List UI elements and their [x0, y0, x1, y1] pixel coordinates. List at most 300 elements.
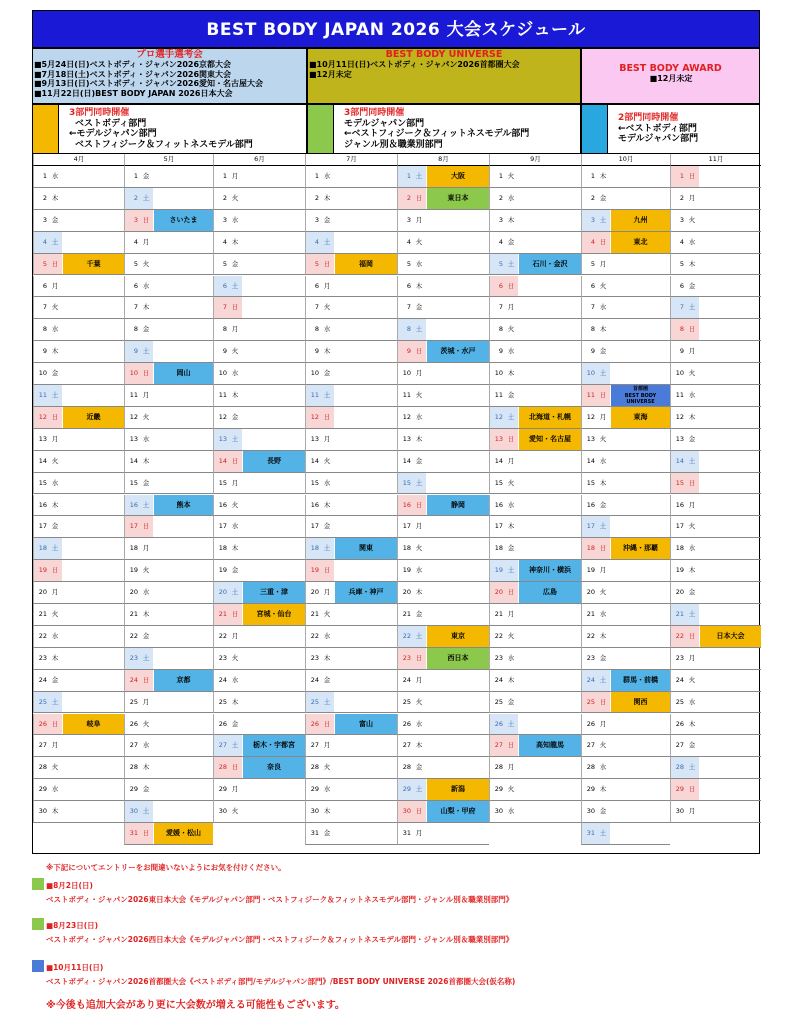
day-weekday: 金 [507, 391, 515, 399]
day-cell [213, 757, 305, 779]
day-weekday: 火 [231, 807, 239, 816]
day-cell [489, 670, 581, 692]
day-number: 23 [125, 648, 139, 669]
day-weekday: 月 [323, 588, 331, 597]
day-number: 23 [586, 653, 595, 662]
day-cell [124, 341, 213, 363]
day-cell [489, 385, 581, 407]
day-number: 13 [490, 429, 504, 450]
day-number: 22 [586, 631, 595, 640]
day-number: 26 [675, 719, 684, 728]
day-cell [581, 757, 670, 779]
day-number: 9 [42, 347, 47, 356]
day-number: 17 [675, 522, 684, 531]
day-weekday: 月 [231, 478, 239, 487]
day-cell [213, 210, 305, 232]
day-number: 10 [125, 363, 139, 384]
day-number: 16 [586, 500, 595, 509]
day-cell [581, 473, 670, 495]
day-number: 15 [218, 478, 227, 487]
day-cell [124, 495, 213, 517]
day-cell [489, 319, 581, 341]
day-cell [305, 823, 397, 845]
day-number: 4 [34, 232, 48, 253]
day-weekday: 月 [231, 172, 239, 180]
day-cell [581, 670, 670, 692]
day-number: 26 [402, 719, 411, 728]
day-weekday: 金 [507, 237, 515, 246]
day-weekday: 月 [323, 281, 331, 290]
day-weekday: 月 [231, 631, 239, 640]
event-label: 東日本 [427, 188, 489, 209]
day-cell [305, 363, 397, 385]
day-weekday: 木 [599, 325, 607, 334]
day-cell [124, 582, 213, 604]
day-number: 2 [398, 188, 412, 209]
day-number: 7 [590, 303, 595, 312]
day-weekday: 火 [51, 610, 59, 618]
day-number: 26 [34, 714, 48, 735]
day-weekday: 日 [685, 319, 699, 340]
day-cell [33, 188, 124, 210]
event-label: 宮城・仙台 [243, 604, 305, 625]
day-cell [124, 276, 213, 298]
day-weekday: 火 [599, 741, 607, 750]
day-cell [33, 735, 124, 757]
day-number: 18 [494, 544, 503, 553]
day-weekday: 火 [599, 434, 607, 443]
day-number: 11 [306, 385, 320, 406]
day-cell [305, 779, 397, 801]
day-number: 27 [675, 741, 684, 750]
day-cell [581, 363, 670, 385]
day-cell [581, 451, 670, 473]
day-number: 16 [125, 495, 139, 516]
day-cell [124, 473, 213, 495]
day-weekday: 水 [688, 697, 696, 706]
day-weekday: 月 [142, 544, 150, 553]
day-number: 25 [494, 697, 503, 706]
day-weekday: 月 [415, 522, 423, 531]
day-weekday: 火 [507, 631, 515, 640]
day-weekday: 日 [320, 254, 334, 275]
event-label: 首都圏 BEST BODY UNIVERSE [611, 385, 670, 406]
day-cell [489, 604, 581, 626]
day-number: 4 [306, 232, 320, 253]
day-weekday: 土 [596, 210, 610, 231]
day-cell [581, 254, 670, 276]
group-line: ベストボディ部門 [75, 118, 147, 129]
day-number: 26 [490, 714, 504, 735]
day-cell [581, 823, 670, 845]
day-weekday: 水 [415, 412, 423, 421]
day-number: 1 [590, 172, 595, 180]
day-number: 30 [398, 801, 412, 822]
event-label: 日本大会 [700, 626, 761, 647]
day-weekday: 日 [412, 495, 426, 516]
day-weekday: 木 [599, 631, 607, 640]
info-pro-selection [32, 48, 307, 104]
day-weekday: 水 [415, 259, 423, 268]
day-weekday: 火 [231, 653, 239, 662]
day-cell [670, 188, 761, 210]
day-number: 28 [38, 763, 47, 772]
day-number: 11 [582, 385, 596, 406]
day-cell [489, 429, 581, 451]
day-number: 1 [498, 172, 503, 180]
day-number: 6 [490, 276, 504, 297]
group-line: モデルジャパン部門 [344, 118, 425, 129]
day-cell [397, 648, 489, 670]
day-weekday: 水 [51, 172, 59, 180]
day-weekday: 金 [51, 675, 59, 684]
schedule-sheet [32, 10, 760, 837]
day-weekday: 金 [599, 653, 607, 662]
day-weekday: 土 [596, 363, 610, 384]
day-cell [305, 276, 397, 298]
day-number: 26 [306, 714, 320, 735]
day-weekday: 木 [231, 697, 239, 706]
day-weekday: 水 [507, 193, 515, 202]
day-cell [581, 297, 670, 319]
day-weekday: 月 [51, 588, 59, 597]
day-number: 13 [214, 429, 228, 450]
day-number: 14 [214, 451, 228, 472]
day-cell [670, 254, 761, 276]
day-weekday: 金 [231, 412, 239, 421]
event-label: 熊本 [154, 495, 213, 516]
day-number: 20 [310, 588, 319, 597]
day-number: 28 [129, 763, 138, 772]
day-number: 10 [494, 369, 503, 378]
notes-intro: ※下記についてエントリーをお間違いないようにお気を付けください。 [46, 863, 286, 872]
day-cell [33, 582, 124, 604]
day-weekday: 木 [323, 347, 331, 356]
day-weekday: 日 [139, 823, 153, 844]
day-cell [489, 560, 581, 582]
day-cell [670, 166, 761, 188]
day-number: 9 [222, 347, 227, 356]
day-weekday: 水 [415, 566, 423, 575]
day-weekday: 月 [415, 215, 423, 224]
day-number: 14 [38, 456, 47, 465]
day-cell [124, 779, 213, 801]
day-cell [124, 210, 213, 232]
event-label: 愛知・名古屋 [519, 429, 581, 450]
day-number: 1 [222, 172, 227, 180]
day-number: 4 [133, 237, 138, 246]
day-cell [213, 560, 305, 582]
day-number: 15 [494, 478, 503, 487]
day-number: 21 [38, 610, 47, 618]
day-weekday: 木 [415, 281, 423, 290]
day-weekday: 金 [231, 566, 239, 575]
event-label: さいたま [154, 210, 213, 231]
day-number: 27 [402, 741, 411, 750]
day-weekday: 火 [142, 412, 150, 421]
day-weekday: 日 [685, 779, 699, 800]
month-header: 8月 [397, 154, 489, 166]
day-number: 8 [314, 325, 319, 334]
day-number: 16 [398, 495, 412, 516]
event-label: 京都 [154, 670, 213, 691]
day-weekday: 木 [415, 588, 423, 597]
day-number: 14 [586, 456, 595, 465]
day-cell [489, 407, 581, 429]
day-weekday: 土 [228, 276, 242, 297]
day-number: 14 [671, 451, 685, 472]
day-weekday: 木 [415, 434, 423, 443]
day-cell [397, 429, 489, 451]
day-number: 11 [218, 391, 227, 399]
day-number: 11 [129, 391, 138, 399]
day-cell [33, 341, 124, 363]
day-cell [397, 516, 489, 538]
info-award-heading: BEST BODY AWARD [619, 63, 722, 74]
day-cell [33, 801, 124, 823]
day-weekday: 木 [599, 785, 607, 794]
day-weekday: 水 [231, 215, 239, 224]
day-cell [124, 429, 213, 451]
day-number: 13 [402, 434, 411, 443]
day-weekday: 月 [323, 434, 331, 443]
group-heading: 2部門同時開催 [618, 113, 679, 123]
day-weekday: 水 [51, 325, 59, 334]
day-cell [33, 560, 124, 582]
day-number: 20 [129, 588, 138, 597]
day-number: 9 [314, 347, 319, 356]
day-number: 13 [129, 434, 138, 443]
month-header: 9月 [489, 154, 581, 166]
day-weekday: 水 [51, 785, 59, 794]
day-number: 25 [218, 697, 227, 706]
day-number: 22 [38, 631, 47, 640]
swatch-blue [582, 105, 608, 153]
day-cell [489, 735, 581, 757]
day-weekday: 土 [320, 538, 334, 559]
day-weekday: 月 [507, 303, 515, 312]
day-cell [489, 473, 581, 495]
day-number: 21 [129, 610, 138, 618]
info-pro-heading: プロ選手選考会 [136, 49, 203, 60]
day-weekday: 火 [51, 763, 59, 772]
day-cell [581, 801, 670, 823]
month-header: 4月 [33, 154, 124, 166]
day-cell [670, 648, 761, 670]
day-number: 6 [314, 281, 319, 290]
day-cell [397, 341, 489, 363]
day-weekday: 水 [142, 741, 150, 750]
day-number: 5 [590, 259, 595, 268]
day-number: 15 [310, 478, 319, 487]
day-number: 25 [675, 697, 684, 706]
day-cell [581, 495, 670, 517]
day-cell [124, 560, 213, 582]
calendar-grid [32, 154, 760, 854]
day-weekday: 木 [231, 391, 239, 399]
day-cell [581, 560, 670, 582]
day-cell [124, 823, 213, 845]
day-weekday: 日 [412, 188, 426, 209]
day-weekday: 火 [231, 347, 239, 356]
day-number: 30 [675, 807, 684, 816]
day-number: 15 [671, 473, 685, 494]
day-number: 3 [222, 215, 227, 224]
day-cell [305, 604, 397, 626]
event-label: 三重・津 [243, 582, 305, 603]
day-cell [33, 516, 124, 538]
day-weekday: 火 [599, 588, 607, 597]
day-number: 24 [494, 675, 503, 684]
day-number: 1 [398, 166, 412, 187]
day-number: 9 [125, 341, 139, 362]
day-weekday: 日 [685, 626, 699, 647]
day-number: 30 [218, 807, 227, 816]
day-weekday: 日 [504, 735, 518, 756]
day-cell [33, 538, 124, 560]
day-number: 22 [310, 631, 319, 640]
day-number: 12 [306, 407, 320, 428]
day-weekday: 木 [688, 719, 696, 728]
day-weekday: 月 [599, 259, 607, 268]
day-cell [305, 560, 397, 582]
day-weekday: 金 [323, 675, 331, 684]
event-label: 山梨・甲府 [427, 801, 489, 822]
day-number: 28 [310, 763, 319, 772]
day-weekday: 木 [142, 456, 150, 465]
day-weekday: 月 [415, 675, 423, 684]
day-number: 11 [34, 385, 48, 406]
day-weekday: 日 [320, 714, 334, 735]
day-number: 27 [38, 741, 47, 750]
day-weekday: 火 [415, 391, 423, 399]
day-weekday: 金 [51, 369, 59, 378]
day-number: 9 [679, 347, 684, 356]
day-cell [489, 210, 581, 232]
day-number: 18 [582, 538, 596, 559]
day-weekday: 土 [320, 692, 334, 713]
day-number: 2 [679, 193, 684, 202]
day-number: 29 [310, 785, 319, 794]
day-cell [305, 429, 397, 451]
day-cell [305, 626, 397, 648]
day-number: 10 [582, 363, 596, 384]
month-header: 7月 [305, 154, 397, 166]
day-weekday: 木 [231, 544, 239, 553]
day-cell [670, 582, 761, 604]
day-number: 10 [218, 369, 227, 378]
day-weekday: 金 [599, 500, 607, 509]
day-cell [305, 538, 397, 560]
day-number: 17 [125, 516, 139, 537]
day-number: 18 [675, 544, 684, 553]
day-weekday: 月 [51, 281, 59, 290]
day-cell [489, 495, 581, 517]
day-number: 9 [398, 341, 412, 362]
day-weekday: 土 [685, 297, 699, 318]
day-cell [213, 692, 305, 714]
day-cell [305, 516, 397, 538]
day-weekday: 月 [507, 610, 515, 618]
day-number: 6 [590, 281, 595, 290]
day-number: 3 [498, 215, 503, 224]
day-number: 25 [306, 692, 320, 713]
day-weekday: 火 [51, 303, 59, 312]
day-cell [213, 188, 305, 210]
day-cell [670, 385, 761, 407]
day-weekday: 日 [685, 166, 699, 187]
day-weekday: 水 [323, 631, 331, 640]
day-number: 8 [498, 325, 503, 334]
day-weekday: 火 [142, 566, 150, 575]
info-award-line: ■12月未定 [649, 74, 693, 83]
day-weekday: 土 [320, 385, 334, 406]
day-weekday: 火 [688, 215, 696, 224]
day-cell [305, 473, 397, 495]
day-weekday: 日 [228, 297, 242, 318]
note-swatch-green [32, 918, 44, 930]
day-weekday: 月 [688, 653, 696, 662]
day-number: 29 [671, 779, 685, 800]
swatch-green [308, 105, 334, 153]
day-cell [33, 604, 124, 626]
day-cell [213, 341, 305, 363]
day-weekday: 土 [412, 473, 426, 494]
day-weekday: 木 [323, 807, 331, 816]
day-cell [305, 670, 397, 692]
day-number: 16 [218, 500, 227, 509]
day-number: 24 [218, 675, 227, 684]
day-weekday: 金 [323, 215, 331, 224]
day-weekday: 水 [323, 325, 331, 334]
day-number: 19 [218, 566, 227, 575]
day-cell [124, 757, 213, 779]
day-weekday: 月 [599, 719, 607, 728]
day-number: 12 [34, 407, 48, 428]
day-number: 2 [42, 193, 47, 202]
event-label: 群馬・前橋 [611, 670, 670, 691]
day-cell [305, 407, 397, 429]
day-number: 20 [675, 588, 684, 597]
day-cell [33, 319, 124, 341]
day-weekday: 日 [228, 757, 242, 778]
note-date: ■8月2日(日) [46, 881, 93, 890]
day-number: 26 [586, 719, 595, 728]
day-weekday: 日 [48, 407, 62, 428]
day-number: 20 [214, 582, 228, 603]
day-cell [397, 407, 489, 429]
group-green-legend [307, 104, 581, 154]
day-cell [670, 363, 761, 385]
day-weekday: 水 [142, 588, 150, 597]
day-number: 8 [398, 319, 412, 340]
day-weekday: 日 [228, 604, 242, 625]
event-label: 九州 [611, 210, 670, 231]
day-cell [397, 473, 489, 495]
day-cell [489, 341, 581, 363]
note-swatch-green [32, 878, 44, 890]
day-cell [397, 823, 489, 845]
day-cell [670, 560, 761, 582]
day-number: 14 [310, 456, 319, 465]
day-cell [124, 451, 213, 473]
day-cell [489, 714, 581, 736]
day-number: 24 [310, 675, 319, 684]
day-weekday: 水 [231, 675, 239, 684]
day-number: 21 [586, 610, 595, 618]
day-number: 2 [590, 193, 595, 202]
day-number: 22 [494, 631, 503, 640]
